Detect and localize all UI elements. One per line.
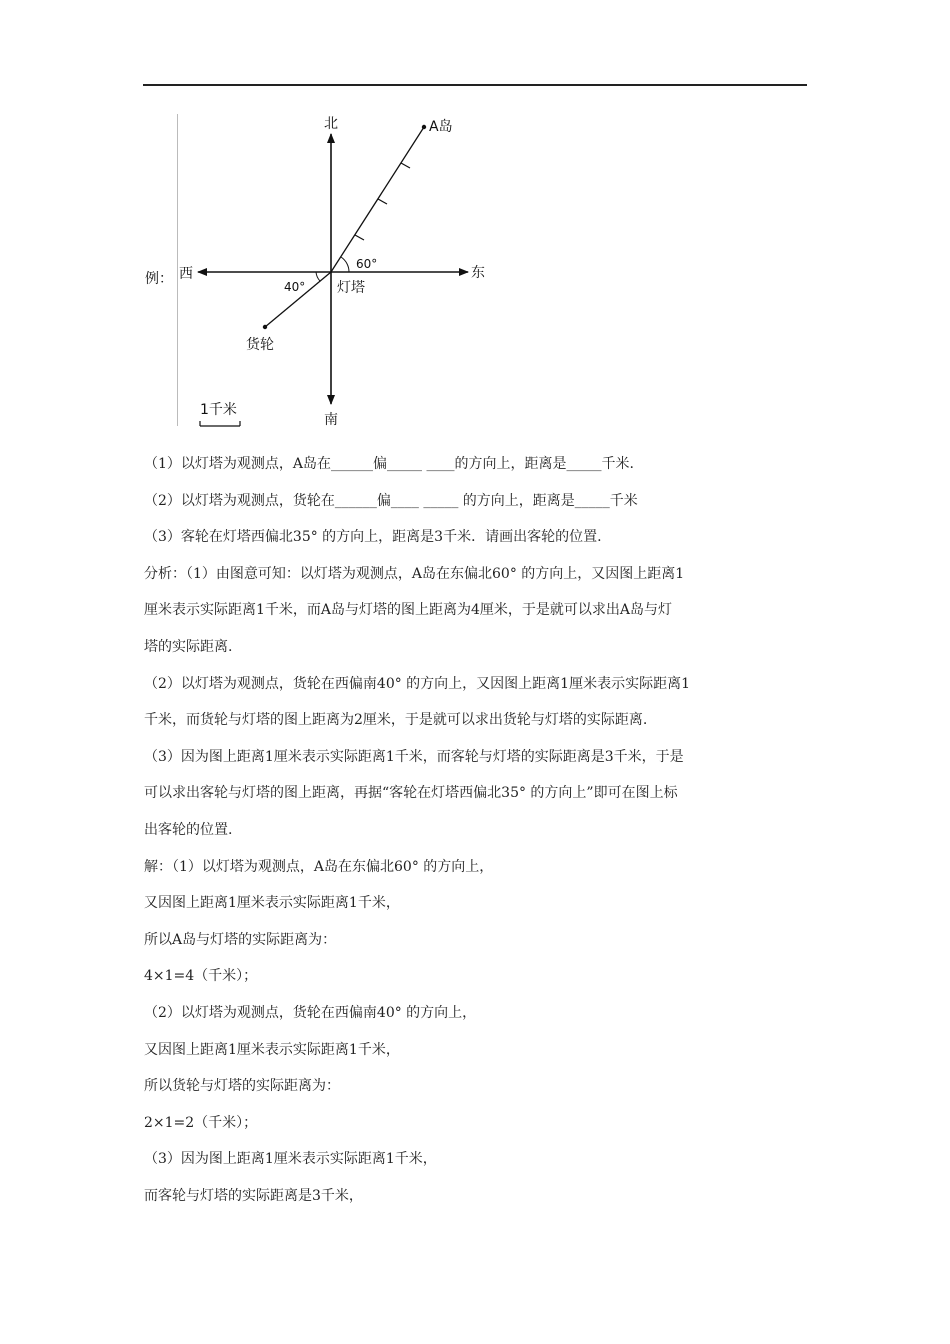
solution-line: （3）因为图上距离1厘米表示实际距离1千米， bbox=[144, 1151, 437, 1168]
question-2: （2）以灯塔为观测点，货轮在______偏____ _____ 的方向上，距离是_____千米 bbox=[144, 492, 638, 509]
solution-line: 所以货轮与灯塔的实际距离为： bbox=[144, 1078, 340, 1095]
question-3: （3）客轮在灯塔西偏北35° 的方向上，距离是3千米．请画出客轮的位置. bbox=[144, 529, 602, 546]
analysis-line: 塔的实际距离. bbox=[144, 638, 233, 655]
analysis-line: 出客轮的位置. bbox=[144, 821, 233, 838]
scale-bar bbox=[200, 421, 240, 426]
island-point bbox=[422, 125, 426, 129]
east-label: 东 bbox=[471, 265, 485, 281]
analysis-line: 千米，而货轮与灯塔的图上距离为2厘米，于是就可以求出货轮与灯塔的实际距离. bbox=[144, 712, 648, 729]
lighthouse-label: 灯塔 bbox=[337, 280, 365, 296]
angle-60-label: 60° bbox=[356, 257, 378, 271]
example-label: 例： bbox=[145, 271, 173, 287]
solution-line: 解：（1）以灯塔为观测点，A岛在东偏北60° 的方向上， bbox=[144, 858, 494, 875]
solution-line: 4×1=4（千米）； bbox=[144, 968, 258, 985]
scale-ticks bbox=[355, 163, 410, 240]
cargo-ship-label: 货轮 bbox=[246, 337, 274, 353]
north-label: 北 bbox=[324, 116, 338, 132]
solution-line: 又因图上距离1厘米表示实际距离1千米， bbox=[144, 895, 400, 912]
angle-60-arc bbox=[341, 257, 349, 272]
cargo-point bbox=[263, 325, 267, 329]
island-label: A岛 bbox=[429, 119, 453, 135]
analysis-line: 可以求出客轮与灯塔的图上距离，再据“客轮在灯塔西偏北35° 的方向上”即可在图上标 bbox=[144, 785, 678, 802]
island-ray bbox=[331, 127, 424, 272]
analysis-line: （3）因为图上距离1厘米表示实际距离1千米，而客轮与灯塔的实际距离是3千米，于是 bbox=[144, 748, 684, 765]
angle-40-arc bbox=[316, 272, 320, 281]
analysis-line: 分析：（1）由图意可知：以灯塔为观测点，A岛在东偏北60° 的方向上，又因图上距离1 bbox=[144, 565, 685, 582]
question-1: （1）以灯塔为观测点，A岛在______偏_____ ____的方向上，距离是_____千米. bbox=[144, 456, 634, 472]
south-label: 南 bbox=[324, 412, 338, 428]
solution-line: （2）以灯塔为观测点，货轮在西偏南40° 的方向上， bbox=[144, 1004, 477, 1021]
angle-40-label: 40° bbox=[284, 280, 306, 294]
west-label: 西 bbox=[179, 266, 193, 282]
scale-label: 1千米 bbox=[200, 402, 237, 418]
analysis-line: 厘米表示实际距离1千米，而A岛与灯塔的图上距离为4厘米，于是就可以求出A岛与灯 bbox=[144, 602, 673, 619]
solution-line: 2×1=2（千米）； bbox=[144, 1114, 258, 1131]
solution-text bbox=[144, 446, 814, 1214]
analysis-line: （2）以灯塔为观测点，货轮在西偏南40° 的方向上，又因图上距离1厘米表示实际距离1 bbox=[144, 675, 690, 692]
solution-line: 而客轮与灯塔的实际距离是3千米， bbox=[144, 1187, 363, 1204]
direction-diagram bbox=[0, 0, 950, 440]
solution-line: 又因图上距离1厘米表示实际距离1千米， bbox=[144, 1041, 400, 1058]
solution-line: 所以A岛与灯塔的实际距离为： bbox=[144, 931, 337, 948]
